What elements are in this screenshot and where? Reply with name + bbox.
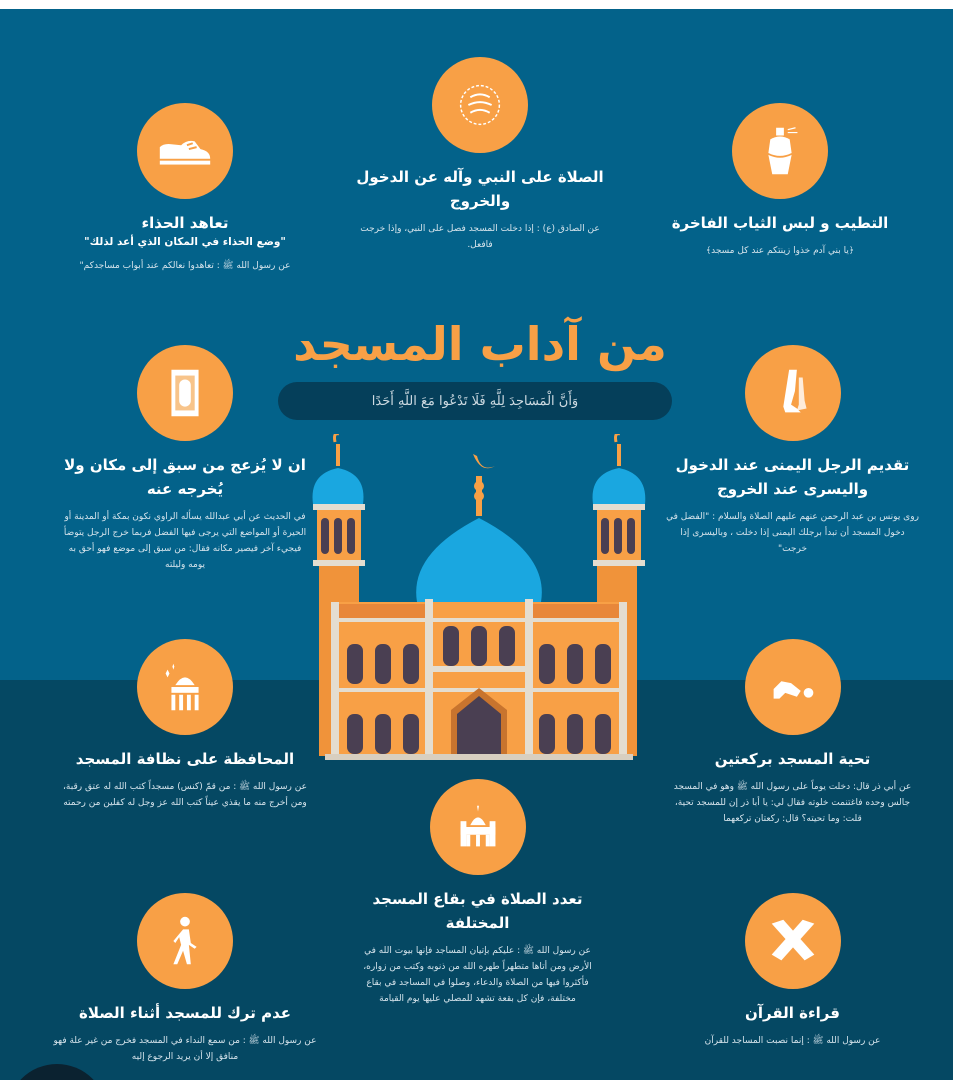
clean-mosque-icon [137, 639, 233, 735]
walking-person-icon [137, 893, 233, 989]
item-description: عن الصادق (ع) : إذا دخلت المسجد فصل على النبي، وإذا خرجت فافعل. [360, 224, 600, 250]
etiquette-item-quran [665, 893, 920, 1049]
item-description: في الحديث عن أبي عبدالله يسأله الراوي نكون بمكة أو المدينة أو الحيرة أو المواضع التي يرجى فيها الفضل فربما خرج الرجل يتوضأ فيجيء آخر فيصير مكانه فقال: من سبق إلى موضع فهو أحق به يومه وليلته [63, 512, 307, 570]
item-title: عدم ترك للمسجد أثناء الصلاة [78, 1004, 292, 1022]
etiquette-item-shoes [60, 103, 310, 274]
item-description: روى يونس بن عبد الرحمن عنهم عليهم الصلاة والسلام : "الفضل في دخول المسجد أن تبدأ برجلك اليمنى إذا دخلت ، وباليسرى إذا خرجت" [666, 512, 919, 554]
etiquette-item-right-foot [665, 345, 920, 557]
item-title: قراءة القرآن [745, 1004, 840, 1022]
item-title: تحية المسجد بركعتين [714, 750, 871, 768]
item-title: التطيب و لبس الثياب الفاخرة [671, 214, 889, 232]
item-title: المحافظة على نظافة المسجد [75, 750, 295, 768]
perfume-icon [732, 103, 828, 199]
page-title: من آداب المسجد [293, 317, 667, 371]
quran-stand-icon [745, 893, 841, 989]
etiquette-item-not-leaving [50, 893, 320, 1065]
item-title: الصلاة على النبي وآله عن الدخول والخروج [356, 168, 604, 210]
etiquette-item-multiple-spots [355, 779, 600, 1007]
item-description: ﴿يا بني آدم خذوا زينتكم عند كل مسجد﴾ [705, 246, 855, 256]
prostration-icon [745, 639, 841, 735]
prayer-rug-icon [137, 345, 233, 441]
mosque-icon [430, 779, 526, 875]
etiquette-item-salawat [355, 57, 605, 253]
infographic-poster [0, 9, 953, 1080]
walking-feet-icon [745, 345, 841, 441]
quran-verse-banner [278, 382, 672, 420]
item-title: تعدد الصلاة في بقاع المسجد المختلفة [372, 890, 583, 932]
etiquette-item-tahiyyat [665, 639, 920, 827]
item-description: عن أبي ذر قال: دخلت يوماً على رسول الله ﷺ وهو في المسجد جالس وحده فاغتنمت خلوته فقال لي: يا أبا ذر إن للمسجد تحية، قلت: وما تحيته؟ قال: ركعتان تركعهما [673, 782, 912, 824]
item-subtitle: "وضع الحذاء في المكان الذي أعد لذلك" [84, 236, 286, 248]
etiquette-item-cleanliness [60, 639, 310, 811]
item-description: عن رسول الله ﷺ : تعاهدوا نعالكم عند أبواب مساجدكم" [79, 261, 291, 271]
calligraphy-icon [432, 57, 528, 153]
shoe-icon [137, 103, 233, 199]
item-title: ان لا يُزعج من سبق إلى مكان ولا يُخرجه عنه [64, 456, 306, 498]
item-description: عن رسول الله ﷺ : من قمّ (كنس) مسجداً كتب الله له عتق رقبة، ومن أخرج منه ما يقذي عيناً كتب الله عز وجل له كفلين من رحمته [63, 782, 307, 808]
item-description: عن رسول الله ﷺ : من سمع النداء في المسجد فخرج من غير علة فهو منافق إلا أن يريد الرجوع إليه [53, 1036, 317, 1062]
etiquette-item-perfume [650, 103, 910, 259]
verse-text: وَأَنَّ الْمَسَاجِدَ لِلَّهِ فَلَا تَدْعُوا مَعَ اللَّهِ أَحَدًا [371, 393, 579, 409]
item-title: تعاهد الحذاء [141, 214, 229, 232]
item-description: عن رسول الله ﷺ : عليكم بإتيان المساجد فإنها بيوت الله في الأرض ومن أتاها متطهراً طهره الله من ذنوبه وكتب من زواره، فأكثروا فيها من الصلاة والدعاء، وصلوا في المساجد في بقاع مختلفة، فإن كل بقعة تشهد للمصلي عليها يوم القيامة [363, 946, 592, 1004]
etiquette-item-seat-priority [60, 345, 310, 573]
item-description: عن رسول الله ﷺ : إنما نصبت المساجد للقرآن [704, 1036, 881, 1046]
mosque-illustration [305, 434, 650, 764]
item-title: تقديم الرجل اليمنى عند الدخول واليسرى عند الخروج [675, 456, 910, 498]
